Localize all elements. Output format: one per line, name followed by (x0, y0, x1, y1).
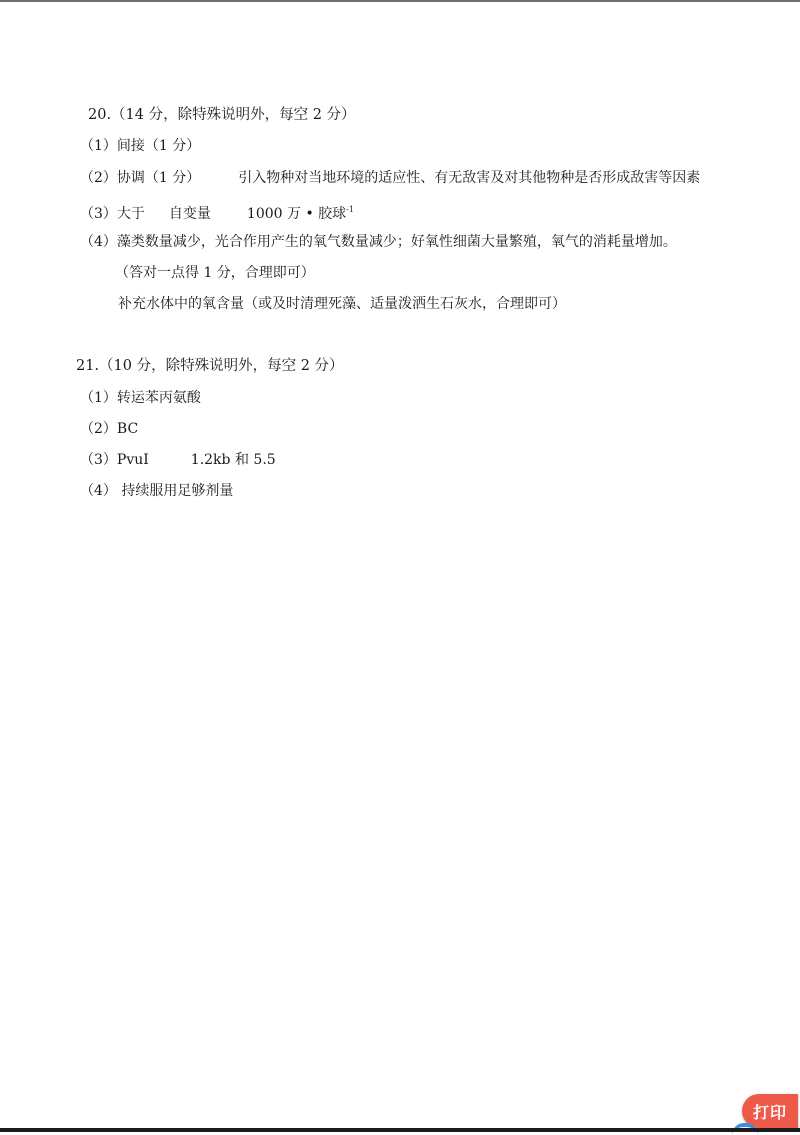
page-bottom-edge (0, 1128, 800, 1132)
q21-heading: 21.（10 分，除特殊说明外，每空 2 分） (76, 358, 344, 374)
q20-answer-3-label: （3）大于 (80, 206, 145, 222)
q21-answer-1: （1）转运苯丙氨酸 (80, 390, 201, 406)
q21-answer-2: （2）BC (80, 421, 139, 437)
q20-answer-3-superscript: -1 (346, 205, 354, 214)
q20-answer-3 (80, 201, 354, 223)
q21-answer-3 (80, 451, 276, 469)
print-button[interactable]: 打印 (742, 1094, 798, 1128)
q21-answer-4: （4） 持续服用足够剂量 (80, 483, 234, 499)
q20-answer-3-variable: 自变量 (168, 206, 211, 222)
q20-answer-4-note: （答对一点得 1 分，合理即可） (115, 265, 315, 281)
q20-answer-4: （4）藻类数量减少，光合作用产生的氧气数量减少；好氧性细菌大量繁殖，氧气的消耗量增加。 (80, 234, 677, 250)
q21-answer-3-label: （3）PvuI (80, 452, 149, 468)
q20-answer-2 (80, 169, 700, 187)
q20-answer-2-text: 引入物种对当地环境的适应性、有无敌害及对其他物种是否形成敌害等因素 (238, 170, 701, 186)
q20-answer-2-label: （2）协调（1 分） (80, 170, 201, 186)
q20-answer-1: （1）间接（1 分） (80, 138, 201, 154)
q20-answer-3-unit: 1000 万 • 胶球 (246, 206, 347, 222)
q21-answer-3-value: 1.2kb 和 5.5 (190, 452, 276, 468)
q20-answer-4-extra: 补充水体中的氧含量（或及时清理死藻、适量泼洒生石灰水，合理即可） (118, 296, 566, 312)
q20-heading: 20.（14 分，除特殊说明外，每空 2 分） (88, 107, 356, 123)
